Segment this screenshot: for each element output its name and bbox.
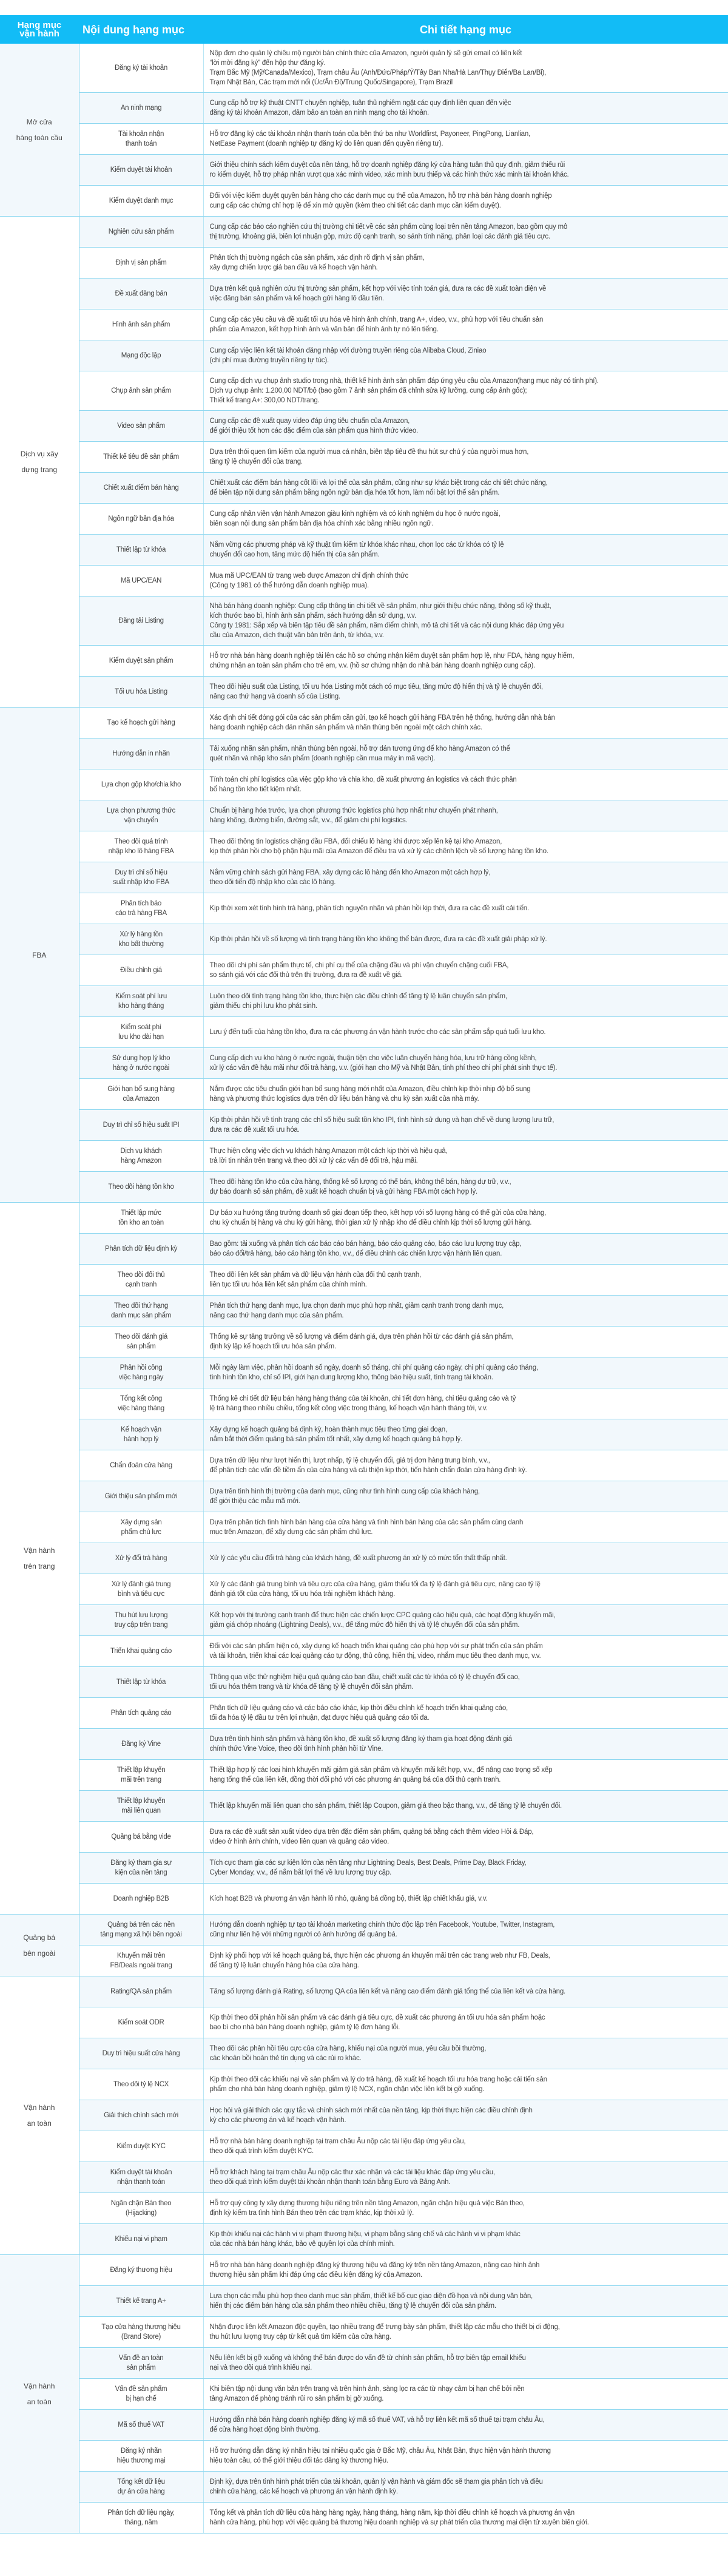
table-row: [0, 2100, 728, 2131]
header-operation-category: Hạng mục vận hành: [0, 15, 79, 44]
table-row: [0, 473, 728, 504]
table-row: [0, 442, 728, 473]
item-name-cell: Thiết lập mức tồn kho an toàn: [79, 1203, 203, 1234]
table-row: [0, 1636, 728, 1667]
item-detail-cell: Thiết lập hợp lý các loại hình khuyến mãi giảm giá sản phẩm và khuyến mãi kết hợp, v.v., để nâng cao trọng số xếp hạng tổng thể của liên kết, đồng thời đối phó với các phương án quảng bá của đối thủ cạnh tranh.: [203, 1760, 728, 1791]
item-detail-cell: Kịp thời phản hồi về tình trạng các chỉ số hiệu suất tồn kho IPI, tình hình sử dụng và hạn chế về dung lượng lưu trữ, đưa ra các đề xuất tối ưu hóa.: [203, 1110, 728, 1141]
item-detail-cell: Lựa chọn các mẫu phù hợp theo danh mục sản phẩm, thiết kế bố cục giao diện đồ họa và nội dung văn bản, hiển thị các điểm bán hàng của sản phẩm theo nhiều chiều, tăng tỷ lệ chuyển đổi của sản phẩm.: [203, 2286, 728, 2317]
item-name-cell: Điều chỉnh giá: [79, 955, 203, 986]
item-detail-cell: Đưa ra các đề xuất sản xuất video dựa trên đặc điểm sản phẩm, quảng bá bằng cách thêm video Hỏi & Đáp, video ở hình ảnh chính, video liên quan và quảng cáo video.: [203, 1822, 728, 1853]
item-detail-cell: Hỗ trợ khách hàng tại trạm châu Âu nộp các thư xác nhận và các tài liệu khác đáp ứng yêu cầu, theo dõi quá trình kiểm duyệt tài khoản nhận thanh toán bằng Euro và Bảng Anh.: [203, 2162, 728, 2193]
item-name-cell: Xây dựng sản phẩm chủ lực: [79, 1512, 203, 1543]
table-row: [0, 2007, 728, 2038]
table-row: [0, 862, 728, 893]
item-name-cell: Đăng ký thương hiệu: [79, 2255, 203, 2286]
item-detail-cell: Phân tích thị trường ngách của sản phẩm, xác định rõ định vị sản phẩm, xây dựng chiến lược giá ban đầu và kế hoạch vận hành.: [203, 248, 728, 279]
item-detail-cell: Kịp thời theo dõi các khiếu nại về sản phẩm và lý do trả hàng, đề xuất kế hoạch tối ưu hóa trang hoặc cải tiến sản phẩm cho nhà bán hàng doanh nghiệp, giảm tỷ lệ NCX, ngăn chặn việc liên kết bị gỡ xuống.: [203, 2069, 728, 2100]
item-name-cell: Giải thích chính sách mới: [79, 2100, 203, 2131]
item-detail-cell: Đối với các sản phẩm hiện có, xây dựng kế hoạch triển khai quảng cáo phù hợp với sự phát triển của sản phẩm và tài khoản, triển khai các loại quảng cáo tự động, thủ công, hiển thị, video, nhắm mục tiêu theo danh mục, v.v.: [203, 1636, 728, 1667]
item-name-cell: Thiết lập khuyến mãi trên trang: [79, 1760, 203, 1791]
item-name-cell: Tối ưu hóa Listing: [79, 677, 203, 708]
category-cell: Vận hành trên trang: [0, 1203, 79, 1915]
item-name-cell: Thiết kế tiêu đề sản phẩm: [79, 442, 203, 473]
table-row: [0, 1605, 728, 1636]
item-detail-cell: Cung cấp các báo cáo nghiên cứu thị trường chi tiết về các sản phẩm cùng loại trên nền tảng Amazon, bao gồm quy mô thị trường, khoảng giá, biên lợi nhuận gộp, mức độ cạnh tranh, so sánh tính năng, phân loại các đánh giá tiêu cực.: [203, 217, 728, 248]
item-detail-cell: Dựa trên tình hình thị trường của danh mục, cũng như tình hình cung cấp của khách hàng, để giới thiệu các mẫu mã mới.: [203, 1481, 728, 1512]
item-detail-cell: Nếu liên kết bị gỡ xuống và không thể bán được do vấn đề từ chính sản phẩm, hỗ trợ biên tập email khiếu nại và theo dõi quá trình khiếu nại.: [203, 2348, 728, 2379]
item-name-cell: Triển khai quảng cáo: [79, 1636, 203, 1667]
item-name-cell: Kiểm duyệt tài khoản nhận thanh toán: [79, 2162, 203, 2193]
table-row: [0, 371, 728, 411]
item-detail-cell: Theo dõi hiệu suất của Listing, tối ưu hóa Listing một cách có mục tiêu, tăng mức độ hiển thị và tỷ lệ chuyển đổi, nâng cao thứ hạng và doanh số của Listing.: [203, 677, 728, 708]
item-name-cell: Lựa chọn phương thức vận chuyển: [79, 800, 203, 831]
item-detail-cell: Xây dựng kế hoạch quảng bá định kỳ, hoàn thành mục tiêu theo từng giai đoạn, nắm bắt thời điểm quảng bá sản phẩm tốt nhất, xây dựng kế hoạch quảng bá hợp lý.: [203, 1419, 728, 1450]
table-row: [0, 2317, 728, 2348]
table-row: [0, 186, 728, 217]
item-detail-cell: Tải xuống nhãn sản phẩm, nhãn thùng bên ngoài, hỗ trợ dán tương ứng để kho hàng Amazon có thể quét nhãn và nhập kho sản phẩm (doanh nghiệp cần mua máy in mã vạch).: [203, 739, 728, 769]
item-detail-cell: Tổng kết và phân tích dữ liệu cửa hàng hàng ngày, hàng tháng, hàng năm, kịp thời điều chỉnh kế hoạch và phương án vận hành cửa hàng, phù hợp với việc quảng bá thương hiệu doanh nghiệp và sự phát triển của thương mại điện tử xuyên biên giới.: [203, 2503, 728, 2534]
item-detail-cell: Tích cực tham gia các sự kiện lớn của nền tảng như Lightning Deals, Best Deals, Prime Day, Black Friday, Cyber Monday, v.v., để nắm bắt lợi thế về lưu lượng truy cập.: [203, 1853, 728, 1884]
table-row: [0, 2069, 728, 2100]
item-name-cell: Quảng bá trên các nền tảng mạng xã hội bên ngoài: [79, 1915, 203, 1946]
item-detail-cell: Hỗ trợ nhà bán hàng doanh nghiệp tại trạm châu Âu nộp các tài liệu đáp ứng yêu cầu, theo dõi quá trình kiểm duyệt KYC.: [203, 2131, 728, 2162]
item-name-cell: Kiểm soát ODR: [79, 2007, 203, 2038]
header-item-content: Nội dung hạng mục: [79, 15, 203, 44]
header-item-details: Chi tiết hạng mục: [203, 15, 728, 44]
service-table: [0, 15, 728, 2534]
item-detail-cell: Hướng dẫn doanh nghiệp tự tạo tài khoản marketing chính thức độc lập trên Facebook, Youtube, Twitter, Instagram, cũng như liên hệ với những người có ảnh hưởng để quảng bá.: [203, 1915, 728, 1946]
table-row: [0, 309, 728, 340]
item-detail-cell: Cung cấp việc liên kết tài khoản đăng nhập với đường truyền riêng của Alibaba Cloud, Ziniao (chi phí mua đường truyền riêng tự túc).: [203, 340, 728, 371]
item-name-cell: Xử lý đổi trả hàng: [79, 1543, 203, 1574]
table-row: [0, 1512, 728, 1543]
table-row: [0, 340, 728, 371]
item-detail-cell: Dựa trên dữ liệu như lượt hiển thị, lượt nhấp, tỷ lệ chuyển đổi, giá trị đơn hàng trung bình, v.v., để phân tích các vấn đề tiềm ẩn của cửa hàng và cải thiện kịp thời, tiến hành chẩn đoán cửa hàng định kỳ.: [203, 1450, 728, 1481]
item-detail-cell: Nhà bán hàng doanh nghiệp: Cung cấp thông tin chi tiết về sản phẩm, như giới thiệu chức năng, thông số kỹ thuật, kích thước bao bì, hình ảnh sản phẩm, sách hướng dẫn sử dụng, v.v. Công ty 1981: Sắp xếp và biên tập tiêu đề sản phẩm, năm điểm chính, mô tả chi tiết và các nội dung khác đáp ứng yêu cầu của Amazon, dịch thuật văn bản trên ảnh, từ khóa, v.v.: [203, 597, 728, 646]
item-name-cell: Theo dõi tỷ lệ NCX: [79, 2069, 203, 2100]
table-row: [0, 1853, 728, 1884]
item-detail-cell: Định kỳ, dựa trên tình hình phát triển của tài khoản, quản lý vận hành và giám đốc sẽ tham gia phân tích và điều chỉnh cửa hàng, các kế hoạch và phương án vận hành định kỳ.: [203, 2472, 728, 2503]
item-detail-cell: Học hỏi và giải thích các quy tắc và chính sách mới nhất của nền tảng, kịp thời thực hiện các điều chỉnh định kỳ cho các phương án và kế hoạch vận hành.: [203, 2100, 728, 2131]
item-detail-cell: Nhận được liên kết Amazon độc quyền, tạo nhiều trang để trưng bày sản phẩm, thiết lập các mẫu cho thiết bị di động, thu hút lưu lượng truy cập từ kết quả tìm kiếm của cửa hàng.: [203, 2317, 728, 2348]
item-name-cell: Kiểm soát phí lưu kho dài hạn: [79, 1017, 203, 1048]
item-name-cell: Chụp ảnh sản phẩm: [79, 371, 203, 411]
table-row: [0, 677, 728, 708]
table-row: [0, 1265, 728, 1296]
table-row: [0, 1110, 728, 1141]
item-name-cell: Kiểm duyệt danh mục: [79, 186, 203, 217]
item-name-cell: Theo dõi đánh giá sản phẩm: [79, 1327, 203, 1357]
item-detail-cell: Hướng dẫn nhà bán hàng doanh nghiệp đăng ký mã số thuế VAT, và hỗ trợ liên kết mã số thuế tại trạm châu Âu, để cửa hàng hoạt động bình thường.: [203, 2410, 728, 2441]
item-name-cell: Tạo kế hoạch gửi hàng: [79, 708, 203, 739]
item-name-cell: Vấn đề sản phẩm bị hạn chế: [79, 2379, 203, 2410]
item-name-cell: Tạo cửa hàng thương hiệu (Brand Store): [79, 2317, 203, 2348]
table-row: [0, 1543, 728, 1574]
table-row: [0, 2441, 728, 2472]
item-name-cell: Tổng kết dữ liệu dự án cửa hàng: [79, 2472, 203, 2503]
item-detail-cell: Cung cấp các đề xuất quay video đáp ứng tiêu chuẩn của Amazon, để giới thiệu tốt hơn các đặc điểm của sản phẩm qua hình thức video.: [203, 411, 728, 442]
item-detail-cell: Hỗ trợ hướng dẫn đăng ký nhãn hiệu tại nhiều quốc gia ở Bắc Mỹ, châu Âu, Nhật Bản, thực hiện vận hành thương hiệu toàn cầu, có thể giới thiệu đối tác đăng ký thương hiệu.: [203, 2441, 728, 2472]
table-row: [0, 2348, 728, 2379]
category-cell: Mở cửa hàng toàn cầu: [0, 44, 79, 217]
item-name-cell: Phân tích báo cáo trả hàng FBA: [79, 893, 203, 924]
table-row: [0, 739, 728, 769]
item-name-cell: Thiết lập khuyến mãi liên quan: [79, 1791, 203, 1822]
table-row: [0, 2286, 728, 2317]
item-name-cell: Doanh nghiệp B2B: [79, 1884, 203, 1915]
item-name-cell: Đăng ký Vine: [79, 1729, 203, 1760]
item-detail-cell: Cung cấp hỗ trợ kỹ thuật CNTT chuyên nghiệp, tuân thủ nghiêm ngặt các quy định liên quan đến việc đăng ký tài khoản Amazon, đảm bảo an toàn an ninh mạng cho tài khoản.: [203, 93, 728, 124]
item-detail-cell: Kịp thời xem xét tình hình trả hàng, phân tích nguyên nhân và phản hồi kịp thời, đưa ra các đề xuất cải tiến.: [203, 893, 728, 924]
table-row: [0, 44, 728, 93]
item-name-cell: Hướng dẫn in nhãn: [79, 739, 203, 769]
table-row: [0, 1388, 728, 1419]
table-row: [0, 2255, 728, 2286]
table-row: [0, 1203, 728, 1234]
item-detail-cell: Kết hợp với thị trường cạnh tranh để thực hiện các chiến lược CPC quảng cáo hiệu quả, các hoạt động khuyến mãi, giảm giá chớp nhoáng (Lightning Deals), v.v., để tăng mức độ hiển thị và tỷ lệ chuyển đổi của sản phẩm.: [203, 1605, 728, 1636]
item-name-cell: Ngôn ngữ bản địa hóa: [79, 504, 203, 535]
item-name-cell: Định vị sản phẩm: [79, 248, 203, 279]
table-row: [0, 1698, 728, 1729]
item-detail-cell: Chiết xuất các điểm bán hàng cốt lõi và lợi thế của sản phẩm, cũng như sự khác biệt trong các chi tiết chức năng, để biên tập nội dung sản phẩm bằng ngôn ngữ bản địa hóa tốt hơn, làm nổi bật lợi thế sản phẩm.: [203, 473, 728, 504]
item-detail-cell: Thống kê chi tiết dữ liệu bán hàng hàng tháng của tài khoản, chi tiết đơn hàng, chi tiêu quảng cáo và tỷ lệ trả hàng theo nhiều chiều, tổng kết công việc trong tháng, kế hoạch vận hành tháng tới, v.v.: [203, 1388, 728, 1419]
table-row: [0, 566, 728, 597]
item-detail-cell: Dựa trên kết quả nghiên cứu thị trường sản phẩm, kết hợp với việc tính toán giá, đưa ra các đề xuất toàn diện về việc đăng bán sản phẩm và kế hoạch gửi hàng lô đầu tiên.: [203, 279, 728, 309]
item-detail-cell: Cung cấp nhân viên vận hành Amazon giàu kinh nghiệm và có kinh nghiệm du học ở nước ngoài, biên soạn nội dung sản phẩm bản địa hóa chính xác bằng nhiều ngôn ngữ.: [203, 504, 728, 535]
item-name-cell: Thiết kế trang A+: [79, 2286, 203, 2317]
table-row: [0, 535, 728, 566]
table-row: [0, 1141, 728, 1172]
table-row: [0, 1791, 728, 1822]
table-row: [0, 124, 728, 155]
item-name-cell: Đăng ký tài khoản: [79, 44, 203, 93]
table-row: [0, 800, 728, 831]
table-row: [0, 1296, 728, 1327]
item-detail-cell: Xác định chi tiết đóng gói của các sản phẩm cần gửi, tạo kế hoạch gửi hàng FBA trên hệ thống, hướng dẫn nhà bán hàng doanh nghiệp cách dán nhãn sản phẩm và nhãn thùng bên ngoài một cách chính xác.: [203, 708, 728, 739]
item-name-cell: Theo dõi thứ hạng danh mục sản phẩm: [79, 1296, 203, 1327]
table-row: [0, 924, 728, 955]
table-row: [0, 831, 728, 862]
table-row: [0, 155, 728, 186]
table-body: [0, 44, 728, 2534]
item-name-cell: Đề xuất đăng bán: [79, 279, 203, 309]
table-row: [0, 1667, 728, 1698]
item-detail-cell: Giới thiệu chính sách kiểm duyệt của nền tảng, hỗ trợ doanh nghiệp đăng ký cửa hàng tuân thủ quy định, giảm thiểu rủi ro kiểm duyệt, hỗ trợ pháp nhân vượt qua xác minh video, xác minh bưu thiếp và các hình thức xác minh tài khoản khác.: [203, 155, 728, 186]
item-name-cell: Thiết lập từ khóa: [79, 535, 203, 566]
item-detail-cell: Bao gồm: tải xuống và phân tích các báo cáo bán hàng, báo cáo quảng cáo, báo cáo lưu lượng truy cập, báo cáo đổi/trả hàng, báo cáo hàng tồn kho, v.v., để điều chỉnh các chiến lược vận hành liên quan.: [203, 1234, 728, 1265]
table-row: [0, 2193, 728, 2224]
item-name-cell: Theo dõi hàng tồn kho: [79, 1172, 203, 1203]
item-name-cell: Kiểm duyệt tài khoản: [79, 155, 203, 186]
item-name-cell: Tổng kết công việc hàng tháng: [79, 1388, 203, 1419]
table-row: [0, 646, 728, 677]
table-row: [0, 1822, 728, 1853]
table-row: [0, 708, 728, 739]
item-name-cell: Khuyến mãi trên FB/Deals ngoài trang: [79, 1946, 203, 1976]
item-detail-cell: Khi biên tập nội dung văn bản trên trang và trên hình ảnh, sàng lọc ra các từ nhạy cảm bị hạn chế bởi nền tảng Amazon để phòng tránh rủi ro sản phẩm bị gỡ xuống.: [203, 2379, 728, 2410]
item-name-cell: Đăng tải Listing: [79, 597, 203, 646]
item-detail-cell: Hỗ trợ quý công ty xây dựng thương hiệu riêng trên nền tảng Amazon, ngăn chặn hiệu quả việc Bán theo, định kỳ kiểm tra tình hình Bán theo trên các trạm khác, kịp thời xử lý.: [203, 2193, 728, 2224]
item-detail-cell: Kịp thời khiếu nại các hành vi vi phạm thương hiệu, vi phạm bằng sáng chế và các hành vi vi phạm khác của các nhà bán hàng khác, bảo vệ quyền lợi của chính mình.: [203, 2224, 728, 2255]
item-detail-cell: Dựa trên phân tích tình hình bán hàng của cửa hàng và tình hình bán hàng của các sản phẩm cùng danh mục trên Amazon, để xây dựng các sản phẩm chủ lực.: [203, 1512, 728, 1543]
item-name-cell: Mã số thuế VAT: [79, 2410, 203, 2441]
item-detail-cell: Nắm vững chính sách gửi hàng FBA, xây dựng các lô hàng đến kho Amazon một cách hợp lý, theo dõi tiến độ nhập kho của các lô hàng.: [203, 862, 728, 893]
item-detail-cell: Xử lý các yêu cầu đổi trả hàng của khách hàng, đề xuất phương án xử lý có mức tổn thất thấp nhất.: [203, 1543, 728, 1574]
table-row: [0, 2410, 728, 2441]
category-cell: Dịch vụ xây dựng trang: [0, 217, 79, 708]
table-row: [0, 597, 728, 646]
table-row: [0, 504, 728, 535]
item-name-cell: Nghiên cứu sản phẩm: [79, 217, 203, 248]
item-name-cell: Vấn đề an toàn sản phẩm: [79, 2348, 203, 2379]
item-name-cell: Theo dõi đối thủ cạnh tranh: [79, 1265, 203, 1296]
table-row: [0, 1915, 728, 1946]
item-detail-cell: Tăng số lượng đánh giá Rating, số lượng QA của liên kết và nâng cao điểm đánh giá tổng thể của liên kết và cửa hàng.: [203, 1976, 728, 2007]
item-name-cell: Mạng độc lập: [79, 340, 203, 371]
category-cell: Quảng bá bên ngoài: [0, 1915, 79, 1976]
table-row: [0, 217, 728, 248]
table-row: [0, 411, 728, 442]
item-detail-cell: Dựa trên thói quen tìm kiếm của người mua cá nhân, biên tập tiêu đề thu hút sự chú ý của người mua hơn, tăng tỷ lệ chuyển đổi của trang.: [203, 442, 728, 473]
item-detail-cell: Định kỳ phối hợp với kế hoạch quảng bá, thực hiện các phương án khuyến mãi trên các trang web như FB, Deals, để tăng tỷ lệ luân chuyển hàng hóa của cửa hàng.: [203, 1946, 728, 1976]
table-row: [0, 955, 728, 986]
item-name-cell: Phản hồi công việc hàng ngày: [79, 1357, 203, 1388]
table-row: [0, 2503, 728, 2534]
item-detail-cell: Thống kê sự tăng trưởng về số lượng và điểm đánh giá, dựa trên phản hồi từ các đánh giá sản phẩm, định kỳ lập kế hoạch tối ưu hóa sản phẩm.: [203, 1327, 728, 1357]
item-name-cell: Ngăn chặn Bán theo (Hijacking): [79, 2193, 203, 2224]
table-row: [0, 1884, 728, 1915]
item-name-cell: Thiết lập từ khóa: [79, 1667, 203, 1698]
item-name-cell: Đăng ký tham gia sự kiện của nền tảng: [79, 1853, 203, 1884]
item-name-cell: Phân tích quảng cáo: [79, 1698, 203, 1729]
item-name-cell: Giới thiệu sản phẩm mới: [79, 1481, 203, 1512]
table-row: [0, 1327, 728, 1357]
table-row: [0, 1017, 728, 1048]
item-detail-cell: Mua mã UPC/EAN từ trang web được Amazon chỉ định chính thức (Công ty 1981 có thể hướng dẫn doanh nghiệp mua).: [203, 566, 728, 597]
table-row: [0, 2162, 728, 2193]
item-name-cell: Giới hạn bổ sung hàng của Amazon: [79, 1079, 203, 1110]
table-row: [0, 2224, 728, 2255]
table-row: [0, 93, 728, 124]
item-detail-cell: Xử lý các đánh giá trung bình và tiêu cực của cửa hàng, giảm thiểu tối đa tỷ lệ đánh giá tiêu cực, nâng cao tỷ lệ đánh giá tốt của cửa hàng, tối ưu hóa trải nghiệm khách hàng.: [203, 1574, 728, 1605]
table-header-row: [0, 15, 728, 44]
item-detail-cell: Nắm vững các phương pháp và kỹ thuật tìm kiếm từ khóa khác nhau, chọn lọc các từ khóa có tỷ lệ chuyển đổi cao hơn, tăng mức độ hiển thị của sản phẩm.: [203, 535, 728, 566]
table-row: [0, 2379, 728, 2410]
table-row: [0, 248, 728, 279]
item-name-cell: Lựa chọn gộp kho/chia kho: [79, 769, 203, 800]
item-detail-cell: Hỗ trợ nhà bán hàng doanh nghiệp tải lên các hồ sơ chứng nhận kiểm duyệt sản phẩm hợp lệ, như FDA, hàng nguy hiểm, chứng nhận an toàn sản phẩm cho trẻ em, v.v. (hồ sơ chứng nhận do nhà bán hàng doanh nghiệp cung cấp).: [203, 646, 728, 677]
item-detail-cell: Kích hoạt B2B và phương án vận hành lô nhỏ, quảng bá đồng bộ, thiết lập chiết khấu giá, v.v.: [203, 1884, 728, 1915]
item-detail-cell: Hỗ trợ đăng ký các tài khoản nhận thanh toán của bên thứ ba như Worldfirst, Payoneer, PingPong, Lianlian, NetEase Payment (doanh nghiệp tự đăng ký do liên quan đến quyền riêng tư).: [203, 124, 728, 155]
item-detail-cell: Phân tích thứ hạng danh mục, lựa chọn danh mục phù hợp nhất, giảm cạnh tranh trong danh mục, nâng cao thứ hạng danh mục của sản phẩm.: [203, 1296, 728, 1327]
item-name-cell: Chiết xuất điểm bán hàng: [79, 473, 203, 504]
item-name-cell: Phân tích dữ liệu ngày, tháng, năm: [79, 2503, 203, 2534]
table-row: [0, 2131, 728, 2162]
item-detail-cell: Đối với việc kiểm duyệt quyền bán hàng cho các danh mục cụ thể của Amazon, hỗ trợ nhà bán hàng doanh nghiệp cung cấp các chứng chỉ hợp lệ để xin mở quyền (kèm theo chi tiết các danh mục cần kiểm duyệt).: [203, 186, 728, 217]
item-name-cell: Video sản phẩm: [79, 411, 203, 442]
item-detail-cell: Hỗ trợ nhà bán hàng doanh nghiệp đăng ký thương hiệu và đăng ký trên nền tảng Amazon, nâng cao hình ảnh thương hiệu sản phẩm khi đáp ứng các điều kiện đăng ký của Amazon.: [203, 2255, 728, 2286]
item-detail-cell: Phân tích dữ liệu quảng cáo và các báo cáo khác, kịp thời điều chỉnh kế hoạch triển khai quảng cáo, tối đa hóa tỷ lệ đầu tư trên lợi nhuận, đạt được hiệu quả quảng cáo tối đa.: [203, 1698, 728, 1729]
item-name-cell: Duy trì chỉ số hiệu suất IPI: [79, 1110, 203, 1141]
table-row: [0, 1234, 728, 1265]
item-name-cell: Rating/QA sản phẩm: [79, 1976, 203, 2007]
item-name-cell: Phân tích dữ liệu định kỳ: [79, 1234, 203, 1265]
table-row: [0, 1729, 728, 1760]
table-row: [0, 1079, 728, 1110]
item-detail-cell: Nộp đơn cho quản lý chiêu mộ người bán chính thức của Amazon, người quản lý sẽ gửi email có liên kết “lời mời đăng ký” đến hộp thư đăng ký. Trạm Bắc Mỹ (Mỹ/Canada/Mexico), Trạm châu Âu (Anh/Đức/Pháp/Ý/Tây Ban Nha/Hà Lan/Thụy Điển/Ba Lan/Bỉ), Trạm Nhật Bản, Các trạm mới nổi (Úc/Ấn Độ/Trung Quốc/Singapore), Trạm Brazil: [203, 44, 728, 93]
item-name-cell: Kiểm duyệt sản phẩm: [79, 646, 203, 677]
item-detail-cell: Theo dõi hàng tồn kho của cửa hàng, thống kê số lượng có thể bán, không thể bán, hàng dự trữ, v.v., dự báo doanh số sản phẩm, đề xuất kế hoạch chuẩn bị và gửi hàng FBA một cách hợp lý.: [203, 1172, 728, 1203]
item-detail-cell: Theo dõi chi phí sản phẩm thực tế, chi phí cụ thể của chặng đầu và phí vận chuyển chặng cuối FBA, so sánh giá với các đối thủ trên thị trường, đưa ra đề xuất về giá.: [203, 955, 728, 986]
table-row: [0, 1574, 728, 1605]
item-name-cell: Theo dõi quá trình nhập kho lô hàng FBA: [79, 831, 203, 862]
item-detail-cell: Nắm được các tiêu chuẩn giới hạn bổ sung hàng mới nhất của Amazon, điều chỉnh kịp thời nhịp độ bổ sung hàng và phương thức logistics dựa trên dữ liệu bán hàng và chu kỳ sản xuất của nhà máy.: [203, 1079, 728, 1110]
item-name-cell: Kế hoạch vận hành hợp lý: [79, 1419, 203, 1450]
table-row: [0, 893, 728, 924]
item-name-cell: Duy trì hiệu suất cửa hàng: [79, 2038, 203, 2069]
table-row: [0, 2472, 728, 2503]
item-detail-cell: Thông qua việc thử nghiệm hiệu quả quảng cáo ban đầu, chiết xuất các từ khóa có tỷ lệ chuyển đổi cao, tối ưu hóa thêm trang và từ khóa để tăng tỷ lệ chuyển đổi sản phẩm.: [203, 1667, 728, 1698]
category-cell: Vận hành an toàn: [0, 2255, 79, 2534]
item-name-cell: Khiếu nại vi phạm: [79, 2224, 203, 2255]
item-name-cell: Chẩn đoán cửa hàng: [79, 1450, 203, 1481]
item-detail-cell: Tính toán chi phí logistics của việc gộp kho và chia kho, đề xuất phương án logistics và cách thức phân bổ hàng tồn kho tiết kiệm nhất.: [203, 769, 728, 800]
table-row: [0, 1357, 728, 1388]
item-detail-cell: Cung cấp dịch vụ chụp ảnh studio trong nhà, thiết kế hình ảnh sản phẩm đáp ứng yêu cầu của Amazon(hạng mục này có tính phí). Dịch vụ chụp ảnh: 1.200,00 NDT/bộ (bao gồm 7 ảnh sản phẩm đã chỉnh sửa kỹ lưỡng, cung cấp ảnh gốc); Thiết kế trang A+: 300,00 NDT/trang.: [203, 371, 728, 411]
item-name-cell: Thu hút lưu lượng truy cập trên trang: [79, 1605, 203, 1636]
item-detail-cell: Theo dõi thông tin logistics chặng đầu FBA, đối chiếu lô hàng khi được xếp lên kệ tại kho Amazon, kịp thời phản hồi cho bộ phận hậu mãi của Amazon để điều tra và xử lý các chênh lệch về số lượng hàng tồn kho.: [203, 831, 728, 862]
item-detail-cell: Dựa trên tình hình sản phẩm và hàng tồn kho, đề xuất số lượng đăng ký tham gia hoạt động đánh giá chính thức Vine Voice, theo dõi tình hình phản hồi từ Vine.: [203, 1729, 728, 1760]
table-row: [0, 2038, 728, 2069]
table-row: [0, 279, 728, 309]
item-name-cell: Quảng bá bằng vide: [79, 1822, 203, 1853]
item-detail-cell: Lưu ý đến tuổi của hàng tồn kho, đưa ra các phương án vận hành trước cho các sản phẩm sắp quá tuổi lưu kho.: [203, 1017, 728, 1048]
item-name-cell: Kiểm duyệt KYC: [79, 2131, 203, 2162]
table-row: [0, 1760, 728, 1791]
table-row: [0, 1946, 728, 1976]
item-name-cell: Hình ảnh sản phẩm: [79, 309, 203, 340]
category-cell: Vận hành an toàn: [0, 1976, 79, 2255]
table-row: [0, 1481, 728, 1512]
item-name-cell: Kiểm soát phí lưu kho hàng tháng: [79, 986, 203, 1017]
item-name-cell: Sử dụng hợp lý kho hàng ở nước ngoài: [79, 1048, 203, 1079]
table-row: [0, 1419, 728, 1450]
item-name-cell: Xử lý đánh giá trung bình và tiêu cực: [79, 1574, 203, 1605]
item-name-cell: Dịch vụ khách hàng Amazon: [79, 1141, 203, 1172]
item-detail-cell: Cung cấp dịch vụ kho hàng ở nước ngoài, thuận tiện cho việc luân chuyển hàng hóa, lưu trữ hàng cồng kềnh, xử lý các vấn đề hậu mãi như đổi trả hàng, v.v. (giới hạn cho Mỹ và Nhật Bản, tính phí theo chi phí phát sinh thực tế).: [203, 1048, 728, 1079]
category-cell: FBA: [0, 708, 79, 1203]
item-name-cell: Tài khoản nhận thanh toán: [79, 124, 203, 155]
table-row: [0, 1048, 728, 1079]
table-row: [0, 986, 728, 1017]
item-detail-cell: Theo dõi các phản hồi tiêu cực của cửa hàng, khiếu nại của người mua, yêu cầu bồi thường, các khoản bồi hoàn thẻ tín dụng và các rủi ro khác.: [203, 2038, 728, 2069]
item-detail-cell: Theo dõi liên kết sản phẩm và dữ liệu vận hành của đối thủ cạnh tranh, liên tục tối ưu hóa liên kết sản phẩm của chính mình.: [203, 1265, 728, 1296]
item-detail-cell: Cung cấp các yêu cầu và đề xuất tối ưu hóa về hình ảnh chính, trang A+, video, v.v., phù hợp với tiêu chuẩn sản phẩm của Amazon, kết hợp hình ảnh và văn bản để hình ảnh tự nó lên tiếng.: [203, 309, 728, 340]
table-row: [0, 1172, 728, 1203]
item-name-cell: Mã UPC/EAN: [79, 566, 203, 597]
item-detail-cell: Luôn theo dõi tình trạng hàng tồn kho, thực hiện các điều chỉnh để tăng tỷ lệ luân chuyển sản phẩm, giảm thiểu chi phí lưu kho phát sinh.: [203, 986, 728, 1017]
item-detail-cell: Chuẩn bị hàng hóa trước, lựa chọn phương thức logistics phù hợp nhất như chuyển phát nhanh, hàng không, đường biển, đường sắt, v.v., để giảm chi phí logistics.: [203, 800, 728, 831]
item-name-cell: Xử lý hàng tồn kho bất thường: [79, 924, 203, 955]
item-name-cell: Duy trì chỉ số hiệu suất nhập kho FBA: [79, 862, 203, 893]
item-detail-cell: Mỗi ngày làm việc, phản hồi doanh số ngày, doanh số tháng, chi phí quảng cáo ngày, chi phí quảng cáo tháng, tình hình tồn kho, chỉ số IPI, giới hạn dung lượng kho, thông báo hiệu suất, tình trạng tài khoản.: [203, 1357, 728, 1388]
item-detail-cell: Kịp thời phản hồi về số lượng và tình trạng hàng tồn kho không thể bán được, đưa ra các đề xuất giải pháp xử lý.: [203, 924, 728, 955]
item-detail-cell: Kịp thời theo dõi phản hồi sản phẩm và các đánh giá tiêu cực, đề xuất các phương án tối ưu hóa sản phẩm hoặc bao bì cho nhà bán hàng doanh nghiệp, giảm tỷ lệ đơn hàng lỗi.: [203, 2007, 728, 2038]
table-row: [0, 1976, 728, 2007]
item-detail-cell: Dự báo xu hướng tăng trưởng doanh số giai đoạn tiếp theo, kết hợp với số lượng hàng có thể gửi của cửa hàng, chu kỳ chuẩn bị hàng và chu kỳ gửi hàng, thời gian xử lý nhập kho để điều chỉnh kịp thời số lượng gửi hàng.: [203, 1203, 728, 1234]
item-detail-cell: Thực hiện công việc dịch vụ khách hàng Amazon một cách kịp thời và hiệu quả, trả lời tin nhắn trên trang và theo dõi xử lý các vấn đề đổi trả, hậu mãi.: [203, 1141, 728, 1172]
item-name-cell: Đăng ký nhãn hiệu thương mại: [79, 2441, 203, 2472]
table-row: [0, 1450, 728, 1481]
item-detail-cell: Thiết lập khuyến mãi liên quan cho sản phẩm, thiết lập Coupon, giảm giá theo bậc thang, v.v., để tăng tỷ lệ chuyển đổi.: [203, 1791, 728, 1822]
table-row: [0, 769, 728, 800]
item-name-cell: An ninh mạng: [79, 93, 203, 124]
